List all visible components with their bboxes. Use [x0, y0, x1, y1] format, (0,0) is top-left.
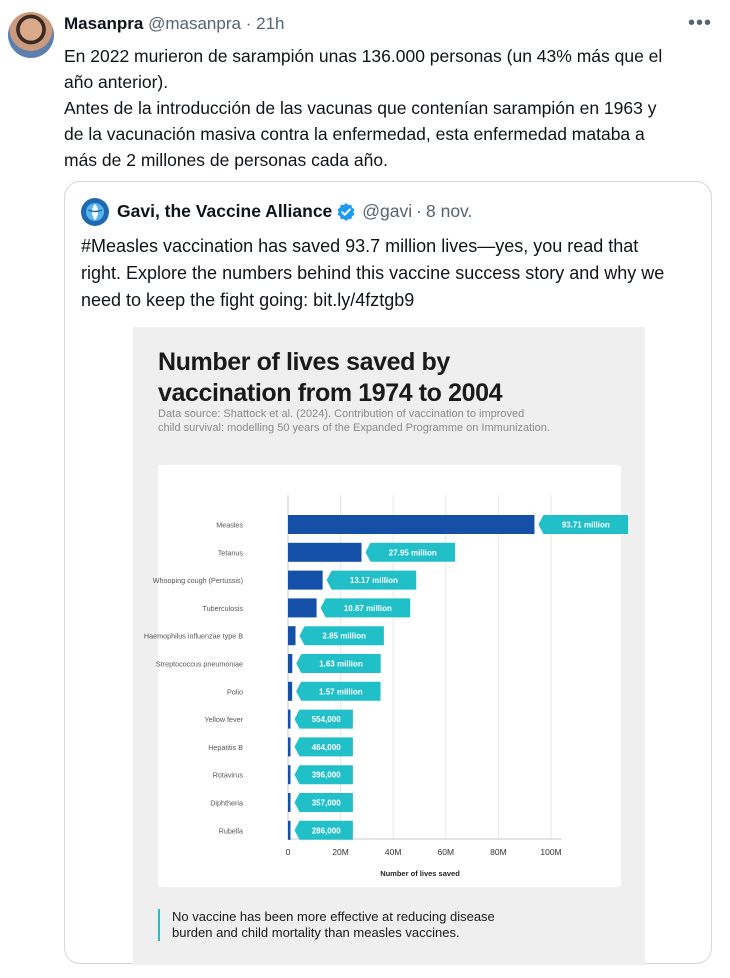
infographic-image[interactable]	[133, 327, 645, 965]
data-label: 27.95 million	[388, 548, 437, 558]
data-label: 1.63 million	[319, 659, 363, 669]
data-label: 357,000	[311, 798, 341, 808]
infographic-title-line: Number of lives saved by	[158, 348, 450, 376]
gavi-logo-icon[interactable]	[81, 198, 109, 226]
bar	[288, 543, 362, 562]
category-label: Streptococcus pneumoniae	[155, 659, 243, 669]
separator: ·	[416, 201, 422, 221]
category-label: Hepatitis B	[208, 742, 243, 752]
data-source-line: child survival: modelling 50 years of the Expanded Programme on Immunization.	[158, 422, 550, 434]
data-label: 464,000	[311, 742, 341, 752]
quoted-text-line: right. Explore the numbers behind this vaccine success story and why we	[81, 263, 665, 283]
tweet-text-line: de la vacunación masiva contra la enfermedad, esta enfermedad mataba a	[64, 124, 645, 144]
data-source-note	[158, 407, 628, 435]
data-label: 93.71 million	[561, 520, 610, 530]
x-tick-label: 60M	[437, 847, 455, 857]
category-label: Yellow fever	[204, 715, 243, 725]
x-tick-label: 20M	[332, 847, 349, 857]
data-label: 554,000	[311, 715, 341, 725]
bar	[288, 737, 291, 756]
bar	[288, 626, 295, 645]
quoted-text-line: #Measles vaccination has saved 93.7 million lives—yes, you read that	[81, 236, 639, 256]
tweet-text-line: más de 2 millones de personas cada año.	[64, 150, 388, 170]
bar	[288, 571, 323, 590]
x-tick-label: 100M	[540, 847, 562, 857]
category-label: Rotavirus	[212, 770, 243, 780]
bar	[288, 598, 317, 617]
verified-badge-icon	[336, 202, 356, 222]
data-label: 2.85 million	[322, 631, 366, 641]
data-label: 1.57 million	[319, 687, 363, 697]
quoted-author-name[interactable]: Gavi, the Vaccine Alliance	[117, 201, 333, 221]
gavi-globe-icon	[84, 201, 106, 223]
author-name[interactable]: Masanpra	[64, 14, 144, 33]
bar	[288, 821, 291, 840]
quoted-text-line: need to keep the fight going: bit.ly/4fztgb9	[81, 290, 415, 310]
data-label: 13.17 million	[349, 576, 398, 586]
quoted-author-handle[interactable]: @gavi	[362, 201, 413, 221]
more-dots-icon[interactable]: •••	[687, 12, 712, 34]
quoted-tweet-time[interactable]: 8 nov.	[426, 201, 473, 221]
quoted-tweet-text	[81, 233, 691, 314]
data-label: 396,000	[311, 770, 341, 780]
bar-chart	[143, 465, 621, 887]
quoted-tweet-header	[117, 201, 476, 222]
tweet-header	[64, 14, 284, 34]
bar	[288, 710, 291, 729]
bar	[288, 765, 291, 784]
bar	[288, 682, 292, 701]
data-source-line: Data source: Shattock et al. (2024). Contribution of vaccination to improved	[158, 408, 525, 420]
tweet-text-line: Antes de la introducción de las vacunas que contenían sarampión en 1963 y	[64, 98, 657, 118]
category-label: Tetanus	[217, 548, 243, 558]
tweet-text-line: año anterior).	[64, 72, 169, 92]
tweet-text-line: En 2022 murieron de sarampión unas 136.000 personas (un 43% más que el	[64, 46, 663, 66]
author-handle[interactable]: @masanpra	[148, 14, 241, 33]
category-label: Tuberculosis	[202, 603, 243, 613]
separator: ·	[245, 14, 252, 33]
category-label: Rubella	[218, 826, 243, 836]
bar	[288, 515, 534, 534]
infographic-title	[158, 347, 628, 409]
bar-chart-card	[143, 465, 621, 887]
category-label: Whooping cough (Pertussis)	[152, 576, 243, 586]
infographic-footnote	[158, 909, 628, 941]
author-avatar[interactable]	[8, 12, 54, 58]
category-label: Diphtheria	[210, 798, 243, 808]
quoted-tweet[interactable]	[64, 181, 712, 964]
tweet-time[interactable]: 21h	[256, 14, 285, 33]
bar	[288, 654, 292, 673]
x-tick-label: 80M	[490, 847, 507, 857]
infographic-title-line: vaccination from 1974 to 2004	[158, 379, 503, 407]
x-tick-label: 40M	[384, 847, 402, 857]
x-tick-label: 0	[285, 847, 291, 857]
footnote-line: No vaccine has been more effective at reducing disease	[172, 909, 495, 924]
data-label: 10.87 million	[343, 603, 392, 613]
data-label: 286,000	[311, 826, 341, 836]
tweet-text	[64, 43, 714, 173]
footnote-line: burden and child mortality than measles vaccines.	[172, 925, 460, 940]
category-label: Haemophilus influenzae type B	[143, 631, 243, 641]
category-label: Measles	[216, 520, 243, 530]
bar	[288, 793, 291, 812]
x-axis-title: Number of lives saved	[380, 869, 460, 878]
category-label: Polio	[227, 687, 243, 697]
